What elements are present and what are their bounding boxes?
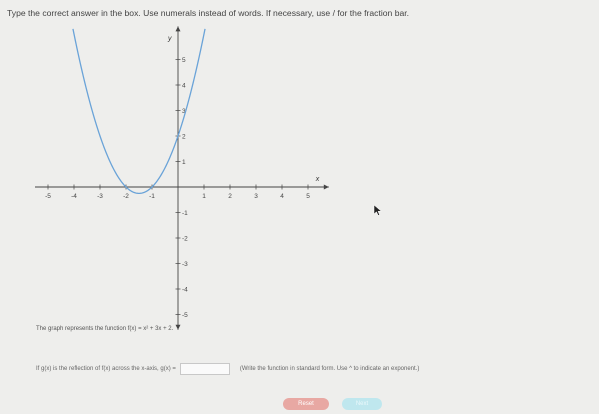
x-tick-label: -3 [97, 193, 103, 200]
next-button[interactable]: Next [342, 398, 382, 410]
x-axis-arrow [324, 185, 329, 190]
function-caption [36, 326, 173, 332]
y-axis-arrow-down [176, 325, 181, 330]
y-tick-label: -3 [182, 261, 188, 268]
y-tick-label: -2 [182, 235, 188, 243]
function-graph [28, 35, 328, 319]
caption-function: f(x) = x² + 3x + 2. [127, 326, 174, 332]
y-tick-label: 3 [182, 108, 186, 115]
y-axis-arrow-up [176, 26, 181, 31]
x-tick-label: 3 [254, 193, 258, 200]
mouse-pointer-icon [374, 205, 383, 216]
x-tick-label: 2 [228, 193, 232, 200]
x-tick-label: 5 [306, 193, 310, 200]
question-prefix: If g(x) is the reflection of f(x) across the x-axis, g(x) = [36, 366, 176, 372]
reset-button[interactable]: Reset [283, 398, 329, 410]
y-tick-label: 4 [182, 82, 186, 90]
caption-prefix: The graph represents the function [36, 326, 127, 332]
y-tick-label: -4 [182, 286, 188, 294]
y-tick-label: -1 [182, 210, 188, 217]
x-tick-label: -2 [123, 193, 129, 200]
y-tick-label: -5 [182, 312, 188, 319]
question-hint: (Write the function in standard form. Use ^ to indicate an exponent.) [239, 366, 420, 372]
y-axis-label: y [168, 35, 172, 43]
y-tick-label: 1 [182, 159, 186, 166]
answer-input[interactable] [180, 363, 230, 375]
x-tick-label: -1 [149, 193, 155, 200]
x-tick-label: -4 [71, 193, 77, 200]
parabola-curve [73, 29, 205, 194]
x-axis-label: x [315, 176, 320, 183]
question-row [36, 363, 419, 375]
y-tick-label: 5 [182, 57, 186, 64]
instructions-text: Type the correct answer in the box. Use numerals instead of words. If necessary, use / for the fraction bar. [7, 8, 410, 18]
x-tick-label: 1 [202, 193, 206, 200]
y-tick-label: 2 [182, 133, 186, 141]
x-tick-label: 4 [280, 193, 284, 200]
x-tick-label: -5 [45, 193, 51, 200]
